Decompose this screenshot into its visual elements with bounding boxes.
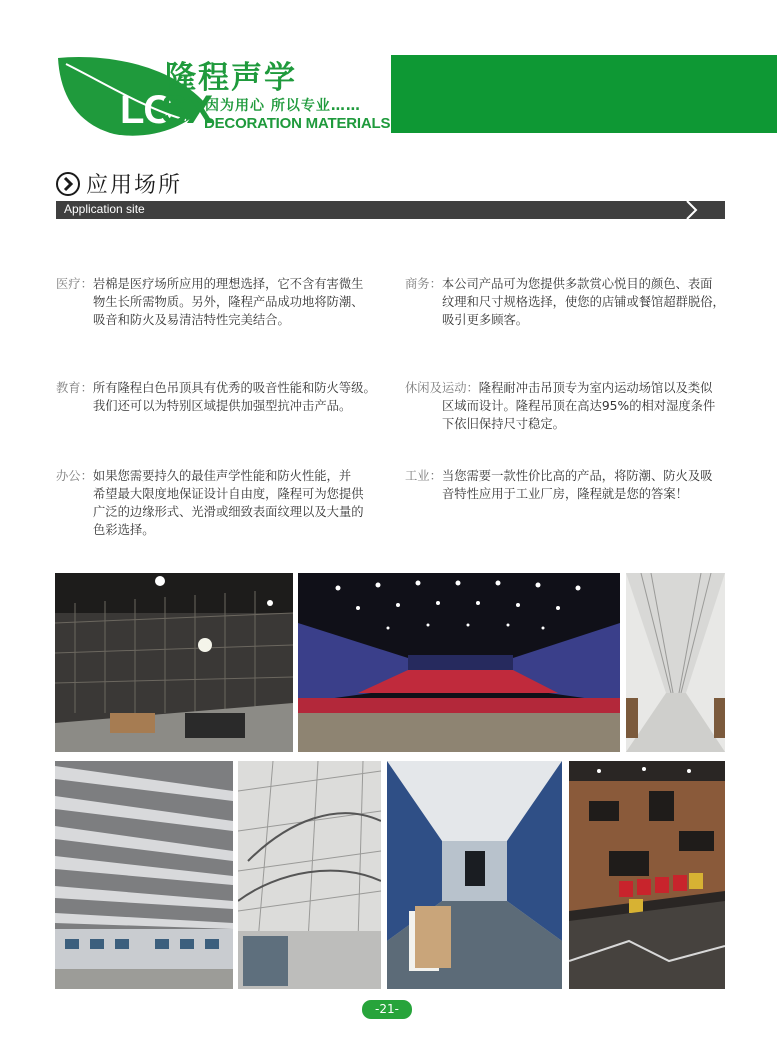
brand-name-en: DECORATION MATERIALS xyxy=(204,115,391,132)
item-office: 办公：如果您需要持久的最佳声学性能和防火性能，并 希望最大限度地保证设计自由度，隆程可为您提供 广泛的边缘形式、光滑或细致表面纹理以及大量的 色彩选择。 xyxy=(56,469,364,537)
item-medical: 医疗：岩棉是医疗场所应用的理想选择，它不含有害微生 物生长所需物质。另外，隆程产品成功地将防潮、 吸音和防火及易清洁特性完美结合。 xyxy=(56,277,364,327)
item-leisure-sports: 休闲及运动：隆程耐冲击吊顶专为室内运动场馆以及类似 区域而设计。隆程吊顶在高达95%的相对湿度条件 下依旧保持尺寸稳定。 xyxy=(405,381,716,431)
brand-initials-sx: SX xyxy=(161,88,213,132)
item-education: 教育：所有隆程白色吊顶具有优秀的吸音性能和防火等级。 我们还可以为特别区域提供加强型抗冲击产品。 xyxy=(56,381,376,413)
photo-ceiling-tiles-curves xyxy=(238,761,381,989)
item-industrial: 工业：当您需要一款性价比高的产品，将防潮、防火及吸 音特性应用于工业厂房，隆程就是您的答案！ xyxy=(405,469,713,501)
photo-cinema-hall xyxy=(298,573,620,752)
photo-baffle-ceiling-hall xyxy=(55,761,233,989)
slogan: 因为用心 所以专业…… xyxy=(205,98,361,114)
photo-corridor-strip-ceiling xyxy=(626,573,725,752)
page-number: -21- xyxy=(362,1000,412,1019)
photo-theater-colored-seats xyxy=(569,761,725,989)
header-green-band xyxy=(391,55,777,133)
chevron-right-icon xyxy=(681,199,703,221)
brand-initials-lc: LC xyxy=(120,88,172,132)
section-title: 应用场所 xyxy=(86,173,183,198)
photo-auditorium-grid-wall xyxy=(55,573,293,752)
section-subtitle-en: Application site xyxy=(64,202,145,216)
item-business: 商务：本公司产品可为您提供多款赏心悦目的颜色、表面 纹理和尺寸规格选择，使您的店铺或餐馆超群脱俗， 吸引更多顾客。 xyxy=(405,277,725,327)
chevron-circle-icon xyxy=(56,172,80,196)
photo-corridor-blue-panels xyxy=(387,761,562,989)
brand-name-cn: 隆程声学 xyxy=(165,60,297,96)
section-band xyxy=(56,201,725,219)
